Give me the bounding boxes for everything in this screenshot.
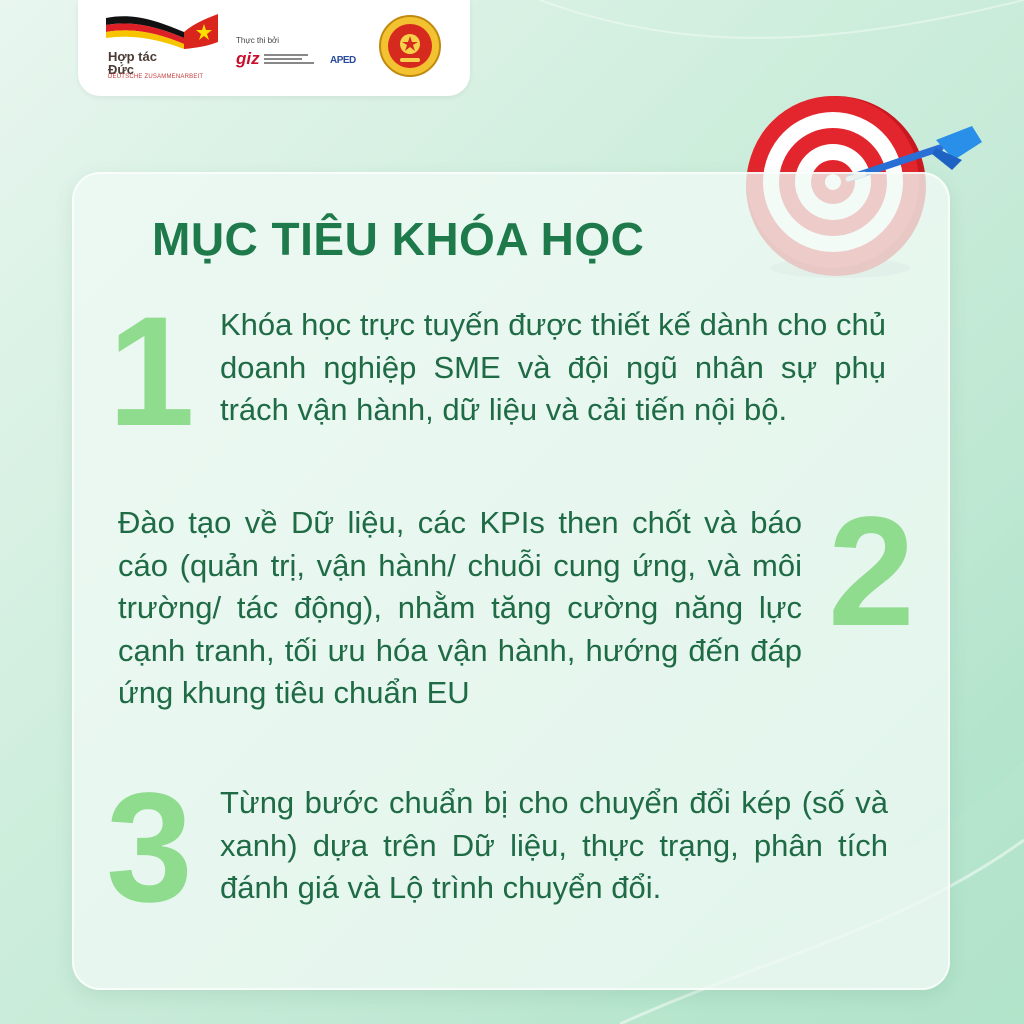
- objective-2-number: 2: [828, 485, 915, 659]
- hoptac-line2: Đức: [108, 62, 135, 77]
- objective-3-text: Từng bước chuẩn bị cho chuyển đổi kép (số và xanh) dựa trên Dữ liệu, thực trạng, phân tích đánh giá và Lộ trình chuyển đổi.: [220, 785, 888, 905]
- deutsche-zusammenarbeit-text: DEUTSCHE ZUSAMMENARBEIT: [108, 74, 204, 80]
- hoptac-line1: Hợp tác: [108, 49, 157, 64]
- hoptac-duc-logo: [104, 12, 220, 86]
- hoptac-duc-text: [108, 50, 157, 76]
- objective-1-number: 1: [108, 285, 195, 459]
- aped-logo: [330, 50, 362, 68]
- objective-2-text: Đào tạo về Dữ liệu, các KPIs then chốt và báo cáo (quản trị, vận hành/ chuỗi cung ứng, và môi trường/ tác động), nhằm tăng cường năng lực cạnh tranh, tối ưu hóa vận hành, hướng đến đáp ứng khung tiêu chuẩn EU: [118, 505, 802, 710]
- giz-subtext-graphic: [264, 53, 322, 67]
- giz-wordmark: giz: [236, 49, 260, 68]
- implemented-by-label: Thực thi bởi: [236, 36, 280, 45]
- giz-logo: [236, 50, 320, 70]
- ministry-of-finance-seal-icon: [378, 14, 442, 78]
- objective-1-text: Khóa học trực tuyến được thiết kế dành cho chủ doanh nghiệp SME và đội ngũ nhân sự phụ trách vận hành, dữ liệu và cải tiến nội bộ.: [220, 307, 886, 427]
- partner-logo-bar: [78, 0, 470, 96]
- objective-3-number: 3: [106, 761, 193, 935]
- aped-wordmark: APED: [330, 55, 356, 66]
- page-title: MỤC TIÊU KHÓA HỌC: [152, 213, 645, 265]
